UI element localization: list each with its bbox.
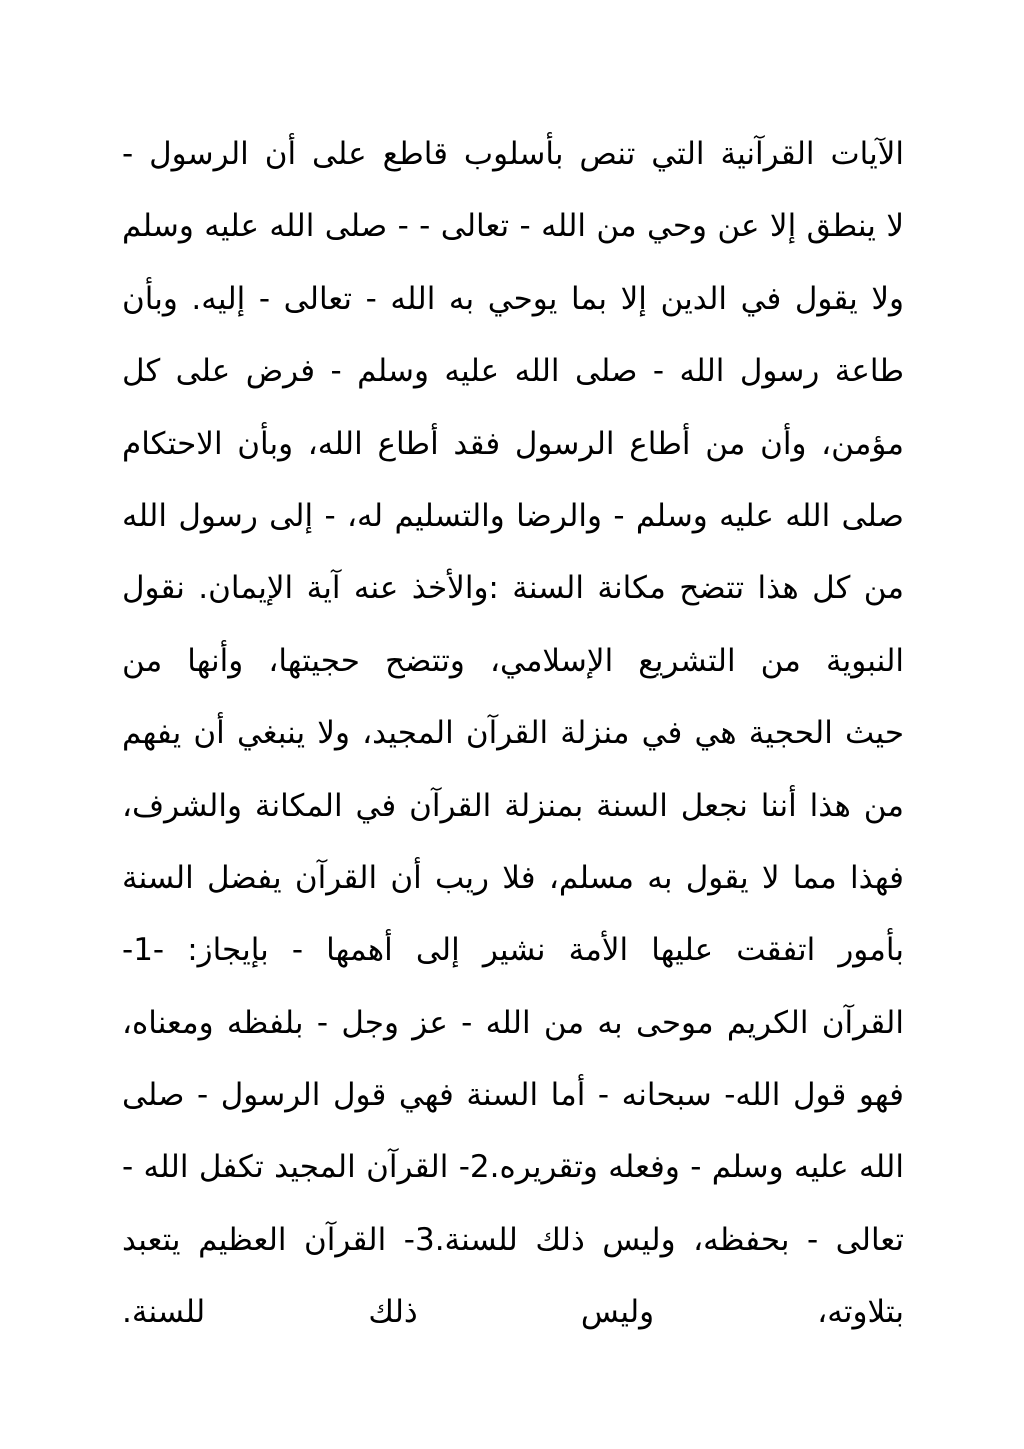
document-body bbox=[122, 118, 904, 1349]
text-line-12: بأمور اتفقت عليها الأمة نشير إلى أهمها - بإيجاز: -1- bbox=[122, 932, 904, 969]
text-line-1: الآيات القرآنية التي تنص بأسلوب قاطع على أن الرسول - bbox=[122, 136, 904, 172]
text-line-15: الله عليه وسلم - وفعله وتقريره.2- القرآن المجيد تكفل الله - bbox=[122, 1149, 904, 1186]
text-line-16: تعالى - بحفظه، وليس ذلك للسنة.3- القرآن العظيم يتعبد bbox=[122, 1221, 904, 1258]
text-line-14: فهو قول الله- سبحانه - أما السنة فهي قول الرسول - صلى bbox=[122, 1077, 904, 1114]
text-line-5: مؤمن، وأن من أطاع الرسول فقد أطاع الله، وبأن الاحتكام bbox=[122, 425, 904, 462]
text-line-13: القرآن الكريم موحى به من الله - عز وجل - بلفظه ومعناه، bbox=[122, 1004, 904, 1041]
text-line-7: من كل هذا تتضح مكانة السنة :والأخذ عنه آية الإيمان. نقول bbox=[122, 570, 904, 607]
text-line-17: بتلاوته، وليس ذلك للسنة. bbox=[122, 1294, 904, 1331]
text-line-11: فهذا مما لا يقول به مسلم، فلا ريب أن القرآن يفضل السنة bbox=[122, 859, 904, 896]
text-line-8: النبوية من التشريع الإسلامي، وتتضح حجيتها، وأنها من bbox=[122, 642, 904, 679]
text-line-3: ولا يقول في الدين إلا بما يوحي به الله - تعالى - إليه. وبأن bbox=[122, 280, 904, 317]
text-line-10: من هذا أننا نجعل السنة بمنزلة القرآن في المكانة والشرف، bbox=[122, 787, 904, 824]
text-line-2: لا ينطق إلا عن وحي من الله - تعالى - - صلى الله عليه وسلم bbox=[122, 208, 904, 245]
text-line-9: حيث الحجية هي في منزلة القرآن المجيد، ولا ينبغي أن يفهم bbox=[122, 715, 904, 752]
text-line-6: صلى الله عليه وسلم - والرضا والتسليم له، - إلى رسول الله bbox=[122, 497, 904, 534]
text-line-4: طاعة رسول الله - صلى الله عليه وسلم - فرض على كل bbox=[122, 353, 904, 390]
